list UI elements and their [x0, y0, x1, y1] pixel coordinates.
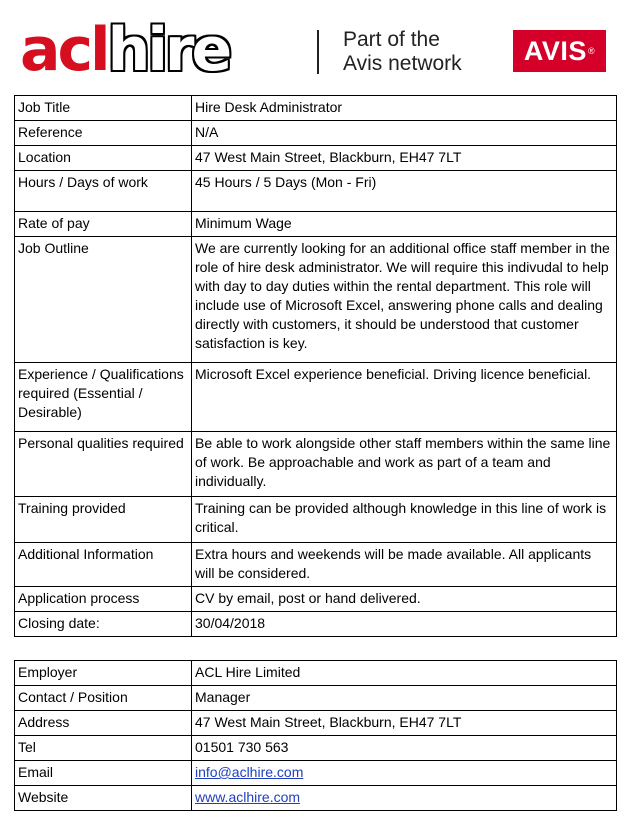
table-row — [15, 786, 617, 811]
row-label: Contact / Position — [15, 686, 192, 711]
logo-acl-text: acl — [20, 15, 108, 85]
row-value: 01501 730 563 — [192, 736, 617, 761]
header-divider — [317, 30, 319, 74]
row-value: Hire Desk Administrator — [192, 96, 617, 121]
email-link[interactable]: info@aclhire.com — [195, 764, 304, 780]
row-label: Job Title — [15, 96, 192, 121]
table-row — [15, 363, 617, 432]
row-value: Training can be provided although knowledge in this line of work is critical. — [192, 497, 617, 543]
row-value: Minimum Wage — [192, 212, 617, 237]
row-value: ACL Hire Limited — [192, 661, 617, 686]
row-value: 45 Hours / 5 Days (Mon - Fri) — [192, 171, 617, 212]
row-label: Rate of pay — [15, 212, 192, 237]
row-value: Be able to work alongside other staff members within the same line of work. Be approachable and work as part of a team and individually. — [192, 432, 617, 497]
table-row — [15, 432, 617, 497]
row-label: Closing date: — [15, 612, 192, 637]
header — [0, 0, 639, 90]
row-value: Manager — [192, 686, 617, 711]
row-label: Email — [15, 761, 192, 786]
row-value: 47 West Main Street, Blackburn, EH47 7LT — [192, 146, 617, 171]
table-row — [15, 171, 617, 212]
table-row — [15, 761, 617, 786]
row-label: Application process — [15, 587, 192, 612]
job-details-table — [14, 95, 617, 637]
row-label: Training provided — [15, 497, 192, 543]
avis-logo-text: AVIS — [523, 35, 587, 66]
row-value: Microsoft Excel experience beneficial. Driving licence beneficial. — [192, 363, 617, 432]
table-row — [15, 661, 617, 686]
table-row — [15, 736, 617, 761]
contact-details-table — [14, 660, 617, 811]
table-row — [15, 711, 617, 736]
row-value — [192, 786, 617, 811]
table-row — [15, 612, 617, 637]
logo-hire-text: hire — [107, 15, 230, 85]
row-label: Employer — [15, 661, 192, 686]
tagline-line1: Part of the — [343, 28, 440, 51]
row-label: Website — [15, 786, 192, 811]
table-row — [15, 686, 617, 711]
avis-logo — [513, 30, 606, 72]
table-row — [15, 146, 617, 171]
table-row — [15, 237, 617, 363]
row-value: 30/04/2018 — [192, 612, 617, 637]
table-row — [15, 212, 617, 237]
table-row — [15, 543, 617, 587]
row-label: Personal qualities required — [15, 432, 192, 497]
row-value: CV by email, post or hand delivered. — [192, 587, 617, 612]
table-row — [15, 121, 617, 146]
tagline-line2: Avis network — [343, 52, 462, 75]
row-label: Address — [15, 711, 192, 736]
row-label: Tel — [15, 736, 192, 761]
website-link[interactable]: www.aclhire.com — [195, 789, 301, 805]
row-label: Hours / Days of work — [15, 171, 192, 212]
avis-registered-mark: ® — [587, 46, 596, 56]
table-row — [15, 587, 617, 612]
table-row — [15, 497, 617, 543]
row-value: Extra hours and weekends will be made available. All applicants will be considered. — [192, 543, 617, 587]
row-label: Experience / Qualifications required (Essential / Desirable) — [15, 363, 192, 432]
row-value — [192, 761, 617, 786]
table-row — [15, 96, 617, 121]
row-value: 47 West Main Street, Blackburn, EH47 7LT — [192, 711, 617, 736]
tagline — [343, 28, 462, 76]
row-label: Location — [15, 146, 192, 171]
row-label: Reference — [15, 121, 192, 146]
aclhire-logo — [20, 15, 230, 85]
row-label: Job Outline — [15, 237, 192, 363]
row-value: N/A — [192, 121, 617, 146]
row-value: We are currently looking for an additional office staff member in the role of hire desk administrator. We will require this indivudal to help with day to day duties within the rental department. This role will include use of Microsoft Excel, answering phone calls and dealing directly with customers, it should be understood that customer satisfaction is key. — [192, 237, 617, 363]
row-label: Additional Information — [15, 543, 192, 587]
